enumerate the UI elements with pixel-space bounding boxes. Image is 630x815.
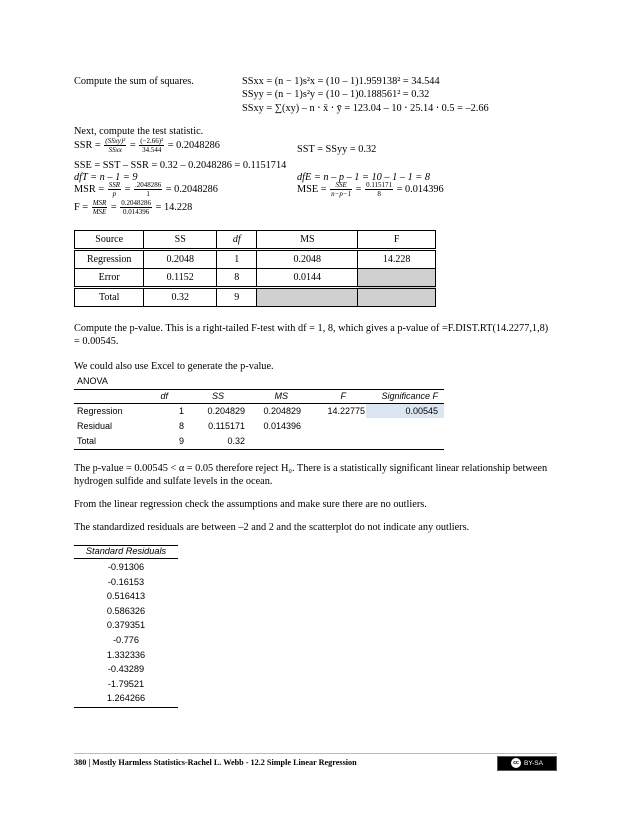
excel-cell: 1 <box>178 406 184 416</box>
excel-cell: 14.22775 <box>327 406 365 416</box>
ssyy-formula: SSyy = (n − 1)s²y = (10 – 1)0.188561² = 0.32 <box>242 89 430 100</box>
excel-row-label: Total <box>77 436 97 446</box>
residual-value: 0.379351 <box>106 620 146 631</box>
step2-label: Next, compute the test statistic. <box>74 126 204 137</box>
cc-license-badge[interactable] <box>497 756 557 771</box>
table-cell-shaded <box>358 269 436 288</box>
excel-cell: 8 <box>178 421 184 431</box>
excel-intro: We could also use Excel to generate the p-value. <box>74 361 274 372</box>
excel-anova-title: ANOVA <box>77 376 108 386</box>
ssr-lhs: SSR = <box>74 139 101 151</box>
column-header: MS <box>257 231 358 250</box>
table-cell: 9 <box>217 288 257 307</box>
excel-cell: 0.204829 <box>207 406 245 416</box>
footer-text: 380 | Mostly Harmless Statistics-Rachel L. Webb - 12.2 Simple Linear Regression <box>74 758 357 767</box>
sst-formula: SST = SSyy = 0.32 <box>297 144 377 155</box>
residual-value: -0.776 <box>112 635 140 645</box>
table-cell: 0.2048 <box>257 250 358 269</box>
table-cell-shaded <box>257 288 358 307</box>
residual-note: The standardized residuals are between –2 and 2 and the scatterplot do not indicate any outliers. <box>74 522 470 533</box>
residual-value: -0.91306 <box>107 562 145 572</box>
dfe-formula: dfE = n – p – 1 = 10 – 1 – 1 = 8 <box>297 172 430 183</box>
license-label: BY-SA <box>524 760 543 767</box>
table-cell: Error <box>75 269 144 288</box>
excel-cell: 0.204829 <box>263 406 301 416</box>
ssxx-formula: SSxx = (n − 1)s²x = (10 – 1)1.959138² = 34.544 <box>242 76 440 87</box>
ssxy-formula: SSxy = ∑(xy) – n ⋅ x̄ ⋅ ȳ = 123.04 – 10 ⋅ 25.14 ⋅ 0.5 = –2.66 <box>242 103 489 114</box>
residual-value: 0.586326 <box>106 605 146 616</box>
residuals-header-rule <box>74 558 178 559</box>
excel-header-significance: Significance F <box>381 391 438 401</box>
residuals-bottom-rule <box>74 707 178 708</box>
column-header: F <box>358 231 436 250</box>
ssr-formula: SSR = $\frac{\text{(SSxy)²}}{\text{SSxx}}$ = $\frac{\text{(−2.66)²}}{34.544}$ = 0.2048286 <box>74 137 220 154</box>
table-cell: Total <box>75 288 144 307</box>
residual-value: -0.43289 <box>107 664 145 675</box>
column-header: Source <box>75 231 144 250</box>
table-cell: 8 <box>217 269 257 288</box>
excel-header-ms: MS <box>274 391 288 401</box>
excel-cell: 0.115171 <box>208 421 245 431</box>
excel-cell: 0.32 <box>227 436 245 446</box>
table-row <box>75 288 436 307</box>
cc-icon: cc <box>511 758 521 768</box>
excel-header-ss: SS <box>211 391 224 401</box>
table-cell: 0.32 <box>144 288 217 307</box>
table-row <box>75 250 436 269</box>
excel-header-df: df <box>160 391 168 401</box>
pvalue-text-line1: Compute the p-value. This is a right-tailed F-test with df = 1, 8, which gives a p-value of =F.DIST.RT(14.2277,1,8) <box>74 323 549 334</box>
step1-label: Compute the sum of squares. <box>74 76 194 87</box>
excel-top-rule <box>74 389 444 390</box>
excel-significance-cell: 0.00545 <box>366 404 444 418</box>
residual-value: 1.332336 <box>106 649 146 660</box>
table-header-row <box>75 231 436 250</box>
f-formula: F = $\frac{\text{MSR}}{\text{MSE}}$ = $\frac{0.2048286}{0.014396}$ = 14.228 <box>74 199 193 216</box>
sse-formula: SSE = SST – SSR = 0.32 – 0.2048286 = 0.1151714 <box>74 160 287 171</box>
ssr-fraction-2: $\frac{\text{(−2.66)²}}{34.544}$ <box>140 137 164 154</box>
table-cell: 0.2048 <box>144 250 217 269</box>
residuals-header: Standard Residuals <box>85 546 167 556</box>
ssr-result: = 0.2048286 <box>167 139 220 151</box>
mse-formula: MSE = $\frac{\text{SSE}}{n-p-1}$ = $\frac{0.115171}{8}$ = 0.014396 <box>297 181 444 198</box>
excel-row-label: Regression <box>77 406 123 416</box>
table-cell: Regression <box>75 250 144 269</box>
excel-header-f: F <box>340 391 346 401</box>
table-cell: 0.1152 <box>144 269 217 288</box>
pvalue-text-line2: = 0.00545. <box>74 336 119 347</box>
residual-value: -0.16153 <box>107 576 145 587</box>
table-cell: 0.0144 <box>257 269 358 288</box>
excel-cell: 9 <box>178 436 184 446</box>
anova-summary-table <box>74 230 436 307</box>
excel-cell: 0.014396 <box>263 421 301 431</box>
table-cell-shaded <box>358 288 436 307</box>
excel-bottom-rule <box>74 449 444 450</box>
table-cell: 14.228 <box>358 250 436 269</box>
column-header: df <box>217 231 257 250</box>
table-row <box>75 269 436 288</box>
msr-formula: MSR = $\frac{\text{SSR}}{p}$ = $\frac{.2048286}{1}$ = 0.2048286 <box>74 181 218 198</box>
column-header: SS <box>144 231 217 250</box>
footer-rule <box>74 753 557 754</box>
residual-value: 1.264266 <box>106 693 146 704</box>
residual-value: -1.79521 <box>107 678 145 689</box>
conclusion-line1: The p-value = 0.00545 < α = 0.05 therefore reject H₀. There is a statistically significant linear relationship between <box>74 463 548 474</box>
excel-row-label: Residual <box>77 421 113 431</box>
ssr-fraction-1: $\frac{\text{(SSxy)²}}{\text{SSxx}}$ <box>105 137 126 154</box>
dft-formula: dfT = n – 1 = 9 <box>74 172 138 183</box>
table-cell: 1 <box>217 250 257 269</box>
assumptions-text: From the linear regression check the assumptions and make sure there are no outliers. <box>74 499 427 510</box>
residual-value: 0.516413 <box>106 591 146 602</box>
conclusion-line2: hydrogen sulfide and sulfate levels in the ocean. <box>74 476 273 487</box>
